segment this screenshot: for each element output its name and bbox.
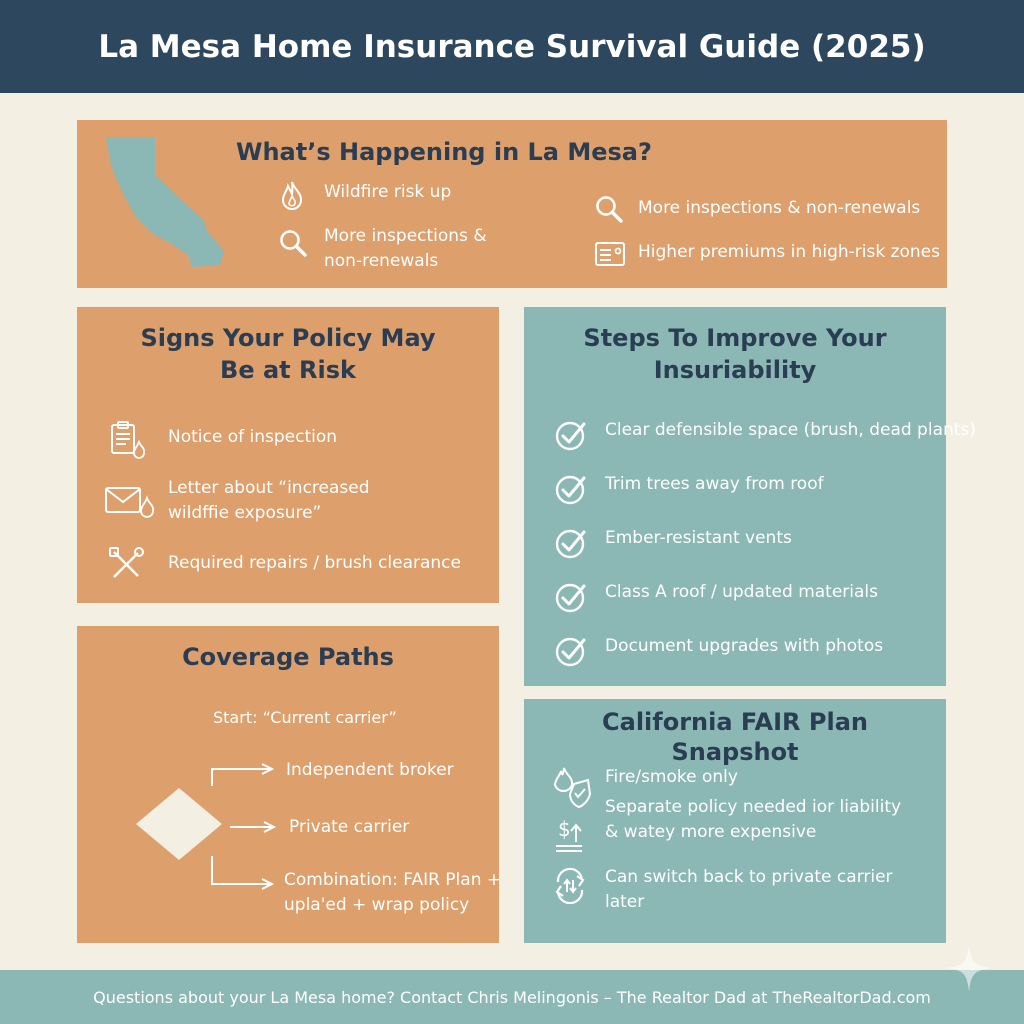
fire-shield-icon bbox=[552, 766, 594, 810]
coverage-title: Coverage Paths bbox=[182, 643, 394, 671]
price-list-icon bbox=[594, 240, 626, 268]
steps-title-line1: Steps To Improve Your bbox=[583, 324, 887, 352]
fire-icon bbox=[280, 180, 304, 210]
clipboard-fire-icon bbox=[108, 420, 148, 460]
footer-contact-text: Questions about your La Mesa home? Contact Chris Melingonis – The Realtor Dad at TheRealtorDad.com bbox=[93, 987, 931, 1007]
fair-liability-text: Separate policy needed ior liability bbox=[605, 797, 902, 817]
inspections-text-left-line1: More inspections & bbox=[324, 226, 487, 246]
check-circle-icon bbox=[554, 634, 588, 668]
california-map-icon bbox=[100, 133, 230, 271]
path-private-carrier: Private carrier bbox=[289, 817, 410, 837]
magnifier-icon bbox=[594, 194, 624, 224]
signs-title-line2: Be at Risk bbox=[220, 356, 356, 384]
check-circle-icon bbox=[554, 526, 588, 560]
check-circle-icon bbox=[554, 472, 588, 506]
inspections-text-left-line2: non-renewals bbox=[324, 251, 439, 271]
path-combination-line1: Combination: FAIR Plan + bbox=[284, 870, 502, 890]
path-independent-broker: Independent broker bbox=[286, 760, 454, 780]
step-ember-vents: Ember-resistant vents bbox=[605, 528, 792, 548]
check-circle-icon bbox=[554, 418, 588, 452]
letter-text-line1: Letter about “increased bbox=[168, 478, 370, 498]
fair-expensive-text: & watey more expensive bbox=[605, 822, 817, 842]
page-footer bbox=[0, 970, 1024, 1024]
magnifier-icon bbox=[278, 228, 308, 258]
wildfire-risk-text: Wildfire risk up bbox=[324, 182, 452, 202]
fair-fire-smoke-text: Fire/smoke only bbox=[605, 767, 738, 787]
tools-icon bbox=[108, 546, 146, 582]
required-repairs-text: Required repairs / brush clearance bbox=[168, 553, 461, 573]
step-defensible-space: Clear defensible space (brush, dead plants) bbox=[605, 420, 976, 440]
envelope-fire-icon bbox=[104, 484, 156, 520]
switch-arrows-icon bbox=[552, 868, 588, 904]
sparkle-icon bbox=[944, 942, 994, 998]
inspections-text-right: More inspections & non-renewals bbox=[638, 198, 921, 218]
premiums-text: Higher premiums in high-risk zones bbox=[638, 242, 940, 262]
svg-text:$: $ bbox=[558, 817, 571, 841]
happening-title: What’s Happening in La Mesa? bbox=[236, 138, 652, 166]
step-class-a-roof: Class A roof / updated materials bbox=[605, 582, 879, 602]
step-document-upgrades: Document upgrades with photos bbox=[605, 636, 884, 656]
fair-switch-back-line1: Can switch back to private carrier bbox=[605, 867, 893, 887]
steps-title-line2: Insuriability bbox=[653, 356, 817, 384]
letter-text-line2: wildffie exposure” bbox=[168, 503, 322, 523]
path-combination-line2: upla'ed + wrap policy bbox=[284, 895, 470, 915]
coverage-start: Start: “Current carrier” bbox=[213, 708, 397, 727]
step-trim-trees: Trim trees away from roof bbox=[605, 474, 824, 494]
signs-title-line1: Signs Your Policy May bbox=[140, 324, 436, 352]
check-circle-icon bbox=[554, 580, 588, 614]
page-title: La Mesa Home Insurance Survival Guide (2025) bbox=[98, 28, 926, 65]
flow-arrows bbox=[200, 760, 280, 892]
fair-switch-back-line2: later bbox=[605, 892, 645, 912]
fair-title-line2: Snapshot bbox=[671, 738, 799, 766]
dollar-up-icon bbox=[552, 816, 592, 856]
page-header bbox=[0, 0, 1024, 93]
fair-title-line1: California FAIR Plan bbox=[602, 708, 868, 736]
notice-inspection-text: Notice of inspection bbox=[168, 427, 338, 447]
